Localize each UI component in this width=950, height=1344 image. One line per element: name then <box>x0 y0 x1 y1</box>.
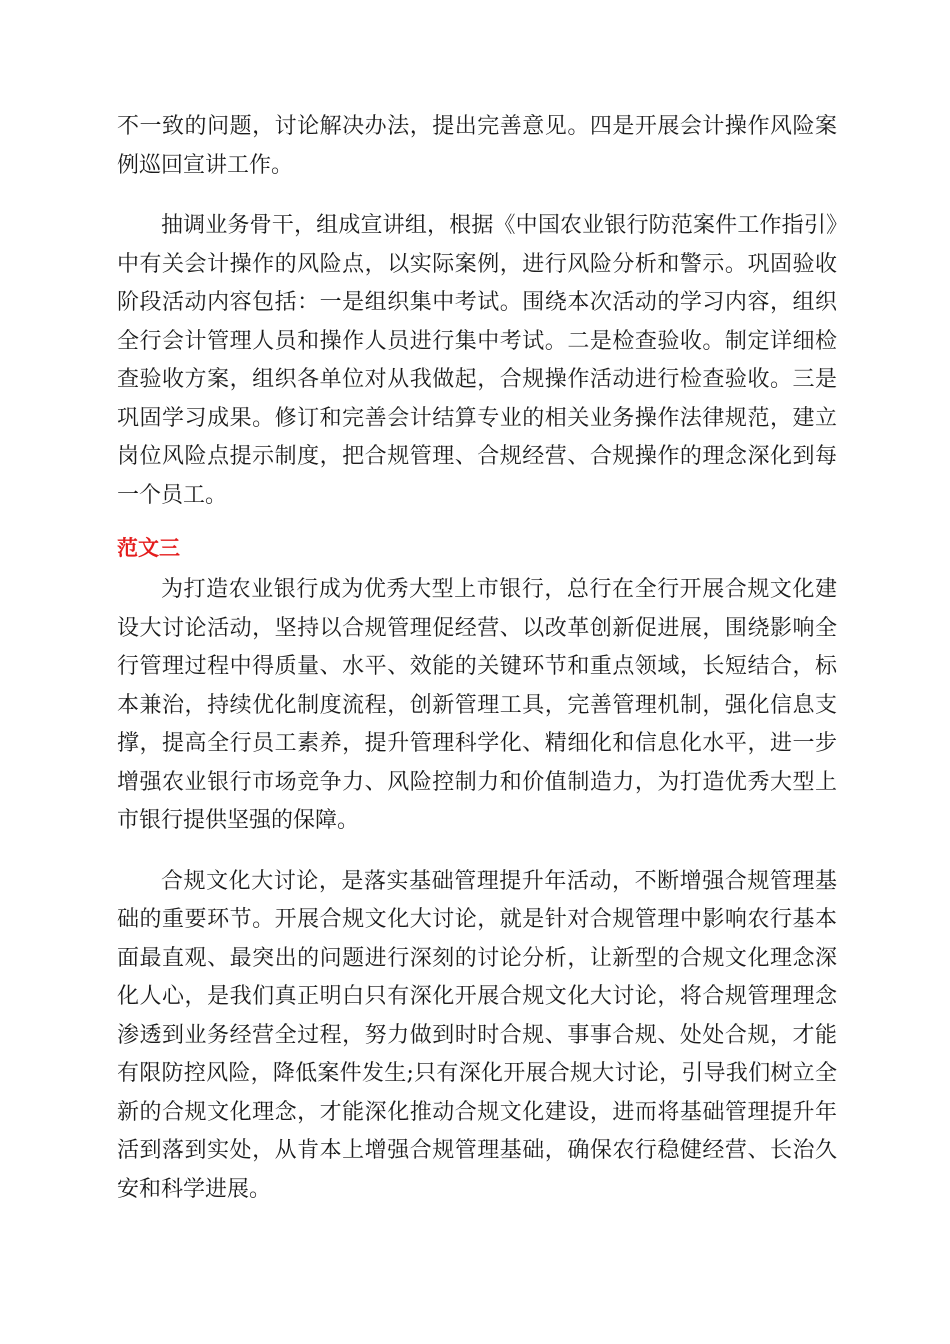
section-title: 范文三 <box>117 536 180 560</box>
paragraph-2: 抽调业务骨干，组成宣讲组，根据《中国农业银行防范案件工作指引》中有关会计操作的风险点，以实际案例，进行风险分析和警示。巩固验收阶段活动内容包括：一是组织集中考试。围绕本次活动的学习内容，组织全行会计管理人员和操作人员进行集中考试。二是检查验收。制定详细检查验收方案，组织各单位对从我做起，合规操作活动进行检查验收。三是巩固学习成果。修订和完善会计结算专业的相关业务操作法律规范，建立岗位风险点提示制度，把合规管理、合规经营、合规操作的理念深化到每一个员工。 <box>117 213 837 508</box>
paragraph-4: 合规文化大讨论，是落实基础管理提升年活动，不断增强合规管理基础的重要环节。开展合规文化大讨论，就是针对合规管理中影响农行基本面最直观、最突出的问题进行深刻的讨论分析，让新型的合规文化理念深化人心，是我们真正明白只有深化开展合规文化大讨论，将合规管理理念渗透到业务经营全过程，努力做到时时合规、事事合规、处处合规，才能有限防控风险，降低案件发生;只有深化开展合规大讨论，引导我们树立全新的合规文化理念，才能深化推动合规文化建设，进而将基础管理提升年活到落到实处，从肯本上增强合规管理基础，确保农行稳健经营、长治久安和科学进展。 <box>117 868 837 1202</box>
paragraph-3: 为打造农业银行成为优秀大型上市银行，总行在全行开展合规文化建设大讨论活动，坚持以合规管理促经营、以改革创新促进展，围绕影响全行管理过程中得质量、水平、效能的关键环节和重点领域，长短结合，标本兼治，持续优化制度流程，创新管理工具，完善管理机制，强化信息支撑，提高全行员工素养，提升管理科学化、精细化和信息化水平，进一步增强农业银行市场竞争力、风险控制力和价值制造力，为打造优秀大型上市银行提供坚强的保障。 <box>117 577 837 833</box>
document-body <box>117 108 837 1209</box>
paragraph-1: 不一致的问题，讨论解决办法，提出完善意见。四是开展会计操作风险案例巡回宣讲工作。 <box>117 114 837 178</box>
